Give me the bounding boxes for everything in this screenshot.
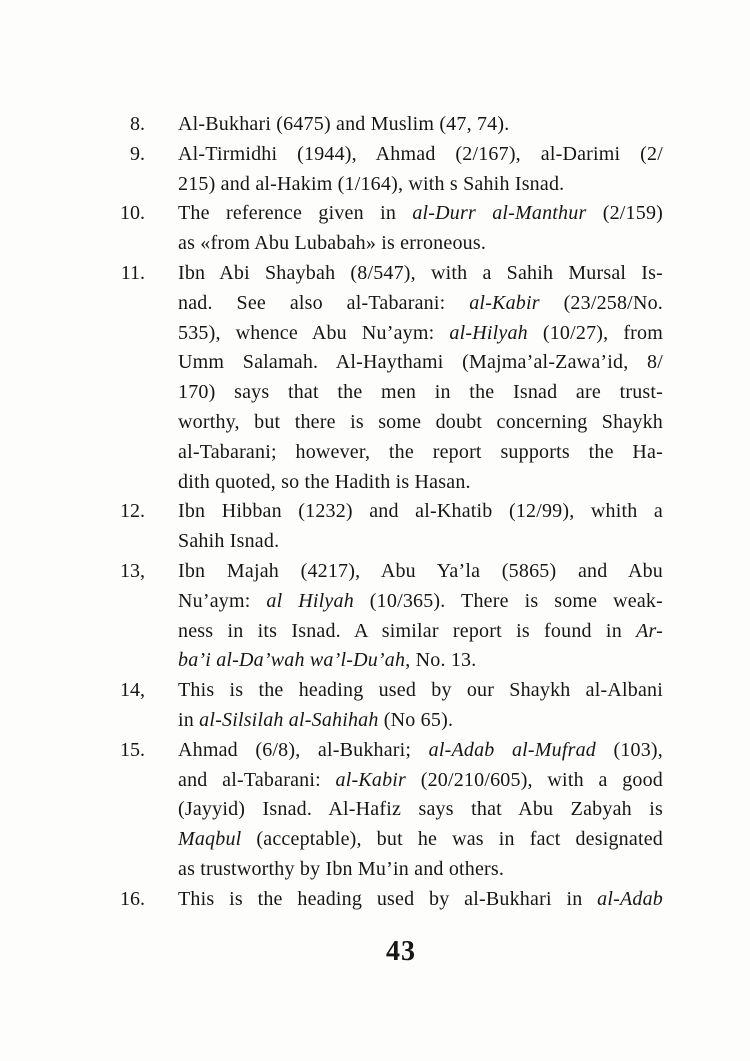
roman-text: Sahih Isnad. bbox=[178, 530, 280, 553]
text-line bbox=[178, 646, 663, 676]
roman-text: al-Tabarani; however, the report supports the Ha- bbox=[178, 440, 663, 463]
note-number: 11. bbox=[120, 261, 145, 284]
endnote bbox=[120, 885, 663, 915]
roman-text: (acceptable), but he was in fact designated bbox=[241, 828, 663, 851]
roman-text: (No 65). bbox=[378, 708, 454, 731]
endnote bbox=[120, 259, 664, 497]
italic-text: Maqbul bbox=[178, 828, 242, 851]
italic-text: al Hilyah bbox=[266, 589, 354, 612]
endnote bbox=[130, 140, 663, 200]
endnote bbox=[120, 497, 663, 557]
note-number: 9. bbox=[130, 142, 145, 165]
italic-text: ba’i al-Da’wah wa’l-Du’ah bbox=[178, 649, 406, 672]
roman-text: (Jayyid) Isnad. Al-Hafiz says that Abu Zabyah is bbox=[178, 798, 663, 821]
roman-text: dith quoted, so the Hadith is Hasan. bbox=[178, 470, 471, 493]
italic-text: al-Durr al-Manthur bbox=[412, 202, 587, 225]
text-line bbox=[178, 497, 663, 527]
endnote bbox=[130, 110, 663, 140]
text-line bbox=[178, 676, 663, 706]
text-line bbox=[178, 468, 663, 498]
italic-text: Ar- bbox=[636, 619, 663, 642]
roman-text: and al-Tabarani: bbox=[178, 768, 336, 791]
roman-text: Ibn Hibban (1232) and al-Khatib (12/99), whith a bbox=[178, 500, 663, 523]
italic-text: al-Adab bbox=[597, 887, 663, 910]
roman-text: (103), bbox=[595, 738, 663, 761]
text-line bbox=[178, 289, 663, 319]
roman-text: (23/258/No. bbox=[539, 291, 663, 314]
italic-text: al-Adab al-Mufrad bbox=[428, 738, 596, 761]
text-line bbox=[178, 795, 663, 825]
note-number: 10. bbox=[120, 202, 145, 225]
text-line bbox=[178, 557, 663, 587]
text-line bbox=[178, 587, 663, 617]
note-number: 16. bbox=[120, 887, 145, 910]
note-number: 15. bbox=[120, 738, 145, 761]
note-text bbox=[178, 557, 663, 676]
endnote bbox=[120, 676, 663, 736]
text-line bbox=[178, 408, 663, 438]
text-line bbox=[178, 766, 663, 796]
note-text bbox=[178, 885, 663, 915]
text-line bbox=[178, 527, 663, 557]
text-line bbox=[178, 825, 663, 855]
note-text bbox=[178, 497, 663, 557]
endnote bbox=[120, 199, 663, 259]
roman-text: (10/365). There is some weak- bbox=[353, 589, 663, 612]
italic-text: al-Silsilah al-Sahihah bbox=[199, 708, 379, 731]
note-text bbox=[178, 736, 663, 885]
roman-text: Ibn Majah (4217), Abu Ya’la (5865) and Abu bbox=[178, 559, 663, 582]
endnote bbox=[120, 736, 663, 885]
text-line bbox=[178, 110, 663, 140]
roman-text: (2/159) bbox=[586, 202, 663, 225]
roman-text: The reference given in bbox=[178, 202, 413, 225]
roman-text: 170) says that the men in the Isnad are trust- bbox=[178, 381, 663, 404]
note-number: 13, bbox=[120, 559, 145, 582]
text-line bbox=[178, 348, 663, 378]
note-number: 14, bbox=[120, 679, 145, 702]
roman-text: 535), whence Abu Nu’aym: bbox=[178, 321, 450, 344]
roman-text: This is the heading used by al-Bukhari in bbox=[178, 887, 598, 910]
roman-text: (20/210/605), with a good bbox=[406, 768, 663, 791]
note-text bbox=[178, 676, 663, 736]
text-line bbox=[178, 855, 663, 885]
text-line bbox=[178, 378, 663, 408]
note-text bbox=[178, 259, 663, 497]
roman-text: Ahmad (6/8), al-Bukhari; bbox=[178, 738, 429, 761]
text-line bbox=[178, 617, 663, 647]
roman-text: nad. See also al-Tabarani: bbox=[178, 291, 470, 314]
text-line bbox=[178, 140, 663, 170]
text-line bbox=[178, 438, 663, 468]
page-number: 43 bbox=[386, 936, 416, 967]
roman-text: 215) and al-Hakim (1/164), with s Sahih Isnad. bbox=[178, 172, 565, 195]
note-text bbox=[178, 110, 663, 140]
roman-text: Al-Bukhari (6475) and Muslim (47, 74). bbox=[178, 113, 510, 135]
roman-text: This is the heading used by our Shaykh al-Albani bbox=[178, 679, 663, 702]
text-line bbox=[178, 706, 663, 736]
roman-text: worthy, but there is some doubt concerning Shaykh bbox=[178, 410, 663, 433]
roman-text: Al-Tirmidhi (1944), Ahmad (2/167), al-Darimi (2/ bbox=[178, 142, 663, 165]
note-number: 8. bbox=[130, 113, 145, 135]
text-line bbox=[178, 259, 663, 289]
roman-text: Ibn Abi Shaybah (8/547), with a Sahih Mursal Is- bbox=[178, 261, 663, 284]
text-line bbox=[178, 229, 663, 259]
text-line bbox=[178, 736, 663, 766]
italic-text: al-Kabir bbox=[335, 768, 407, 791]
roman-text: as trustworthy by Ibn Mu’in and others. bbox=[178, 857, 505, 880]
text-line bbox=[178, 319, 663, 349]
note-text bbox=[178, 140, 663, 200]
note-number: 12. bbox=[120, 500, 145, 523]
text-line bbox=[178, 199, 663, 229]
roman-text: Nu’aym: bbox=[178, 589, 267, 612]
italic-text: al-Hilyah bbox=[449, 321, 528, 344]
endnotes-list bbox=[120, 110, 664, 915]
roman-text: Umm Salamah. Al-Haythami (Majma’al-Zawa’id, 8/ bbox=[178, 351, 663, 374]
note-text bbox=[178, 199, 663, 259]
roman-text: ness in its Isnad. A similar report is found in bbox=[178, 619, 637, 642]
text-line bbox=[178, 885, 663, 915]
roman-text: in bbox=[178, 708, 200, 731]
text-line bbox=[178, 170, 663, 200]
roman-text: (10/27), from bbox=[527, 321, 664, 344]
roman-text: as «from Abu Lubabah» is erroneous. bbox=[178, 232, 487, 255]
roman-text: , No. 13. bbox=[405, 649, 477, 672]
endnote bbox=[120, 557, 663, 676]
italic-text: al-Kabir bbox=[469, 291, 540, 314]
